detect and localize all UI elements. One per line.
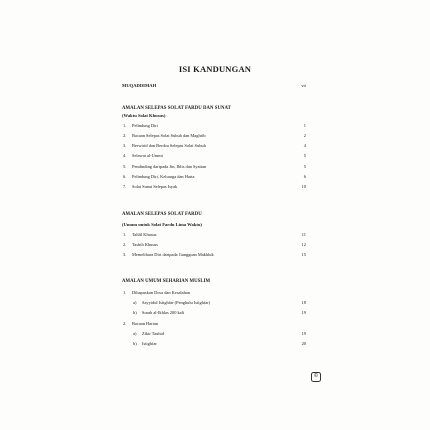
toc-entry-page: 5 bbox=[303, 153, 306, 158]
entry-number: 3. bbox=[123, 143, 127, 148]
entry-letter: b) bbox=[133, 341, 137, 346]
toc-entry-page: 4 bbox=[303, 143, 306, 148]
toc-entry-page: 1 bbox=[303, 123, 306, 128]
toc-entry bbox=[0, 174, 430, 184]
toc-entry-label: MUQADDIMAH bbox=[122, 83, 157, 88]
toc-entry-label: Zikir Tauhid bbox=[142, 331, 164, 336]
toc-entry-page: 20 bbox=[301, 341, 306, 346]
toc-entry bbox=[0, 232, 430, 242]
toc-entry-label: Berwirid dan Berdoa Selepas Solat Subuh bbox=[132, 143, 206, 148]
toc-entry-page: 10 bbox=[301, 184, 306, 189]
toc-entry bbox=[0, 143, 430, 153]
entry-number: 1. bbox=[123, 232, 127, 237]
toc-entry-label: Istighfar bbox=[142, 341, 157, 346]
section-heading-label: AMALAN UMUM SEHARIAN MUSLIM bbox=[122, 279, 211, 284]
entry-number: 7. bbox=[123, 184, 127, 189]
entry-number: 1. bbox=[123, 123, 127, 128]
section-heading bbox=[0, 279, 430, 289]
toc-subentry bbox=[0, 300, 430, 310]
toc-entry-page: 15 bbox=[301, 252, 306, 257]
toc-entry bbox=[0, 153, 430, 163]
entry-letter: a) bbox=[133, 331, 137, 336]
section-heading bbox=[0, 212, 430, 222]
entry-number: 6. bbox=[123, 174, 127, 179]
toc-entry bbox=[0, 164, 430, 174]
toc-entry-label: Dihapuskan Dosa dan Kesalahan bbox=[132, 290, 190, 295]
section-subheading bbox=[0, 222, 430, 232]
toc-subentry bbox=[0, 310, 430, 320]
toc-entry-page: 18 bbox=[301, 300, 306, 305]
section-subheading-label: (Waktu Solat Khusus) bbox=[122, 113, 166, 118]
toc-entry-label: Bacaan Selepas Solat Subuh dan Maghrib bbox=[132, 133, 206, 138]
entry-number: 2. bbox=[123, 133, 127, 138]
toc-entry-label: Selawat al-Ummi bbox=[132, 153, 163, 158]
toc-entry-label: Pendinding daripada Jin, Iblis dan Syaitan bbox=[132, 164, 207, 169]
toc-entry bbox=[0, 252, 430, 262]
toc-entry bbox=[0, 133, 430, 143]
toc-entry-label: Tasbih Khusus bbox=[132, 242, 158, 247]
toc-entry-page: 2 bbox=[303, 133, 306, 138]
entry-letter: b) bbox=[133, 310, 137, 315]
toc-entry-page: 19 bbox=[301, 310, 306, 315]
section-heading-label: AMALAN SELEPAS SOLAT FARDU DAN SUNAT bbox=[122, 106, 231, 111]
toc-entry bbox=[0, 184, 430, 194]
entry-number: 1. bbox=[123, 290, 127, 295]
toc-entry-page: 11 bbox=[301, 232, 306, 237]
entry-number: 2. bbox=[123, 242, 127, 247]
toc-entry-page: vii bbox=[301, 83, 306, 88]
toc-entry-page: 12 bbox=[301, 242, 306, 247]
entry-number: 3. bbox=[123, 252, 127, 257]
toc-entry-label: Sayyidul Istighfar (Penghulu Istighfar) bbox=[142, 300, 211, 305]
toc-entry bbox=[0, 242, 430, 252]
section-heading-label: AMALAN SELEPAS SOLAT FARDU bbox=[122, 212, 202, 217]
toc-entry-label: Pelindung Diri, Keluarga dan Harta bbox=[132, 174, 195, 179]
toc-entry-page: 5 bbox=[303, 164, 306, 169]
toc-entry bbox=[0, 321, 430, 331]
section-subheading bbox=[0, 113, 430, 123]
toc-entry-label: Tahlil Khusus bbox=[132, 232, 157, 237]
toc-entry-muqaddimah bbox=[0, 83, 430, 93]
toc-entry bbox=[0, 290, 430, 300]
section-subheading-label: (Umum untuk Solat Fardu Lima Waktu) bbox=[122, 222, 202, 227]
entry-letter: a) bbox=[133, 300, 137, 305]
entry-number: 4. bbox=[123, 153, 127, 158]
toc-entry-page: 6 bbox=[303, 174, 306, 179]
entry-number: 2. bbox=[123, 321, 127, 326]
toc-entry bbox=[0, 123, 430, 133]
toc-entry-label: Pelindung Diri bbox=[132, 123, 158, 128]
toc-entry-label: Solat Sunat Selepas Isyak bbox=[132, 184, 178, 189]
toc-subentry bbox=[0, 331, 430, 341]
toc-subentry bbox=[0, 341, 430, 351]
toc-entry-label: Bacaan Harian bbox=[132, 321, 158, 326]
toc-entry-page: 19 bbox=[301, 331, 306, 336]
toc-entry-label: Memelihara Diri daripada Gangguan Makhluk bbox=[132, 252, 214, 257]
page-title: ISI KANDUNGAN bbox=[178, 64, 252, 74]
page-corner-badge: © bbox=[311, 372, 321, 382]
entry-number: 5. bbox=[123, 164, 127, 169]
toc-entry-label: Surah al-Ikhlas 200 kali bbox=[142, 310, 185, 315]
